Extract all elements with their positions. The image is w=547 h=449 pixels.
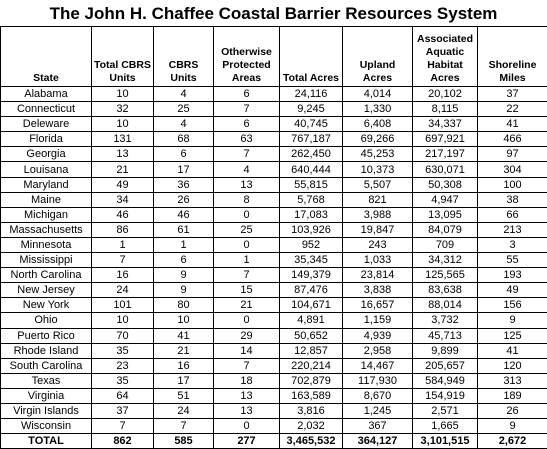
value-cell: 1 (92, 237, 154, 252)
value-cell: 50,308 (413, 177, 478, 192)
table-row (1, 132, 547, 147)
value-cell: 17 (154, 373, 214, 388)
value-cell: 3,988 (343, 207, 413, 222)
state-cell: Minnesota (1, 237, 92, 252)
value-cell: 24 (92, 283, 154, 298)
header-row (1, 27, 547, 87)
value-cell: 23 (92, 358, 154, 373)
value-cell: 15 (214, 283, 280, 298)
value-cell: 4 (154, 87, 214, 102)
state-cell: Maryland (1, 177, 92, 192)
value-cell: 1,033 (343, 253, 413, 268)
state-cell: Massachusetts (1, 222, 92, 237)
total-value: 862 (92, 434, 154, 449)
column-header: Total CBRS Units (92, 27, 154, 87)
state-cell: Virginia (1, 388, 92, 403)
value-cell: 34,337 (413, 117, 478, 132)
value-cell: 88,014 (413, 298, 478, 313)
state-cell: Texas (1, 373, 92, 388)
value-cell: 7 (92, 419, 154, 434)
state-cell: South Carolina (1, 358, 92, 373)
value-cell: 9,899 (413, 343, 478, 358)
value-cell: 10,373 (343, 162, 413, 177)
table-row (1, 268, 547, 283)
value-cell: 45,713 (413, 328, 478, 343)
table-row (1, 373, 547, 388)
value-cell: 213 (478, 222, 547, 237)
value-cell: 34,312 (413, 253, 478, 268)
value-cell: 49 (478, 283, 547, 298)
value-cell: 8,115 (413, 102, 478, 117)
state-cell: Georgia (1, 147, 92, 162)
value-cell: 55,815 (280, 177, 343, 192)
column-header: Otherwise Protected Areas (214, 27, 280, 87)
value-cell: 154,919 (413, 388, 478, 403)
value-cell: 584,949 (413, 373, 478, 388)
value-cell: 189 (478, 388, 547, 403)
value-cell: 1,159 (343, 313, 413, 328)
value-cell: 1,245 (343, 403, 413, 418)
value-cell: 37 (478, 87, 547, 102)
value-cell: 4,014 (343, 87, 413, 102)
value-cell: 1,665 (413, 419, 478, 434)
value-cell: 149,379 (280, 268, 343, 283)
value-cell: 24,116 (280, 87, 343, 102)
value-cell: 50,652 (280, 328, 343, 343)
value-cell: 80 (154, 298, 214, 313)
value-cell: 22 (478, 102, 547, 117)
value-cell: 10 (154, 313, 214, 328)
state-cell: Ohio (1, 313, 92, 328)
table-row (1, 253, 547, 268)
value-cell: 2,032 (280, 419, 343, 434)
value-cell: 163,589 (280, 388, 343, 403)
value-cell: 117,930 (343, 373, 413, 388)
value-cell: 367 (343, 419, 413, 434)
total-value: 277 (214, 434, 280, 449)
column-header: Upland Acres (343, 27, 413, 87)
column-header: CBRS Units (154, 27, 214, 87)
total-value: 2,672 (478, 434, 547, 449)
value-cell: 8 (214, 192, 280, 207)
table-row (1, 147, 547, 162)
value-cell: 313 (478, 373, 547, 388)
column-header: State (1, 27, 92, 87)
value-cell: 7 (214, 358, 280, 373)
value-cell: 7 (154, 419, 214, 434)
value-cell: 697,921 (413, 132, 478, 147)
table-row (1, 162, 547, 177)
value-cell: 6 (154, 253, 214, 268)
value-cell: 4 (214, 162, 280, 177)
value-cell: 821 (343, 192, 413, 207)
cbrs-table (0, 26, 547, 449)
value-cell: 51 (154, 388, 214, 403)
value-cell: 17 (154, 162, 214, 177)
value-cell: 61 (154, 222, 214, 237)
total-value: 3,101,515 (413, 434, 478, 449)
value-cell: 304 (478, 162, 547, 177)
value-cell: 36 (154, 177, 214, 192)
state-cell: Alabama (1, 87, 92, 102)
value-cell: 24 (154, 403, 214, 418)
value-cell: 84,079 (413, 222, 478, 237)
table-row (1, 283, 547, 298)
value-cell: 16 (92, 268, 154, 283)
total-value: 585 (154, 434, 214, 449)
value-cell: 13 (92, 147, 154, 162)
value-cell: 6 (214, 117, 280, 132)
value-cell: 7 (214, 102, 280, 117)
value-cell: 125,565 (413, 268, 478, 283)
value-cell: 217,197 (413, 147, 478, 162)
value-cell: 1 (214, 253, 280, 268)
value-cell: 37 (92, 403, 154, 418)
value-cell: 3,816 (280, 403, 343, 418)
value-cell: 12,857 (280, 343, 343, 358)
value-cell: 35 (92, 373, 154, 388)
total-label: TOTAL (1, 434, 92, 449)
value-cell: 64 (92, 388, 154, 403)
value-cell: 6 (154, 147, 214, 162)
total-row (1, 434, 547, 449)
total-value: 364,127 (343, 434, 413, 449)
state-cell: New York (1, 298, 92, 313)
value-cell: 630,071 (413, 162, 478, 177)
value-cell: 767,187 (280, 132, 343, 147)
value-cell: 9 (478, 313, 547, 328)
value-cell: 10 (92, 87, 154, 102)
state-cell: Puerto Rico (1, 328, 92, 343)
total-value: 3,465,532 (280, 434, 343, 449)
value-cell: 9 (154, 268, 214, 283)
state-cell: Virgin Islands (1, 403, 92, 418)
value-cell: 26 (154, 192, 214, 207)
value-cell: 8,670 (343, 388, 413, 403)
state-cell: New Jersey (1, 283, 92, 298)
value-cell: 69,266 (343, 132, 413, 147)
value-cell: 7 (214, 268, 280, 283)
value-cell: 205,657 (413, 358, 478, 373)
value-cell: 29 (214, 328, 280, 343)
value-cell: 13 (214, 403, 280, 418)
value-cell: 18 (214, 373, 280, 388)
value-cell: 14,467 (343, 358, 413, 373)
value-cell: 100 (478, 177, 547, 192)
value-cell: 35,345 (280, 253, 343, 268)
value-cell: 45,253 (343, 147, 413, 162)
value-cell: 4 (154, 117, 214, 132)
table-row (1, 237, 547, 252)
value-cell: 10 (92, 313, 154, 328)
value-cell: 19,847 (343, 222, 413, 237)
value-cell: 0 (214, 237, 280, 252)
value-cell: 21 (154, 343, 214, 358)
value-cell: 38 (478, 192, 547, 207)
table-row (1, 298, 547, 313)
value-cell: 46 (92, 207, 154, 222)
value-cell: 55 (478, 253, 547, 268)
value-cell: 70 (92, 328, 154, 343)
state-cell: Michigan (1, 207, 92, 222)
value-cell: 0 (214, 313, 280, 328)
value-cell: 41 (478, 117, 547, 132)
value-cell: 13 (214, 388, 280, 403)
table-row (1, 313, 547, 328)
value-cell: 156 (478, 298, 547, 313)
value-cell: 83,638 (413, 283, 478, 298)
value-cell: 41 (478, 343, 547, 358)
value-cell: 4,939 (343, 328, 413, 343)
table-row (1, 87, 547, 102)
value-cell: 21 (92, 162, 154, 177)
table-body (1, 87, 547, 449)
table-row (1, 177, 547, 192)
value-cell: 125 (478, 328, 547, 343)
value-cell: 101 (92, 298, 154, 313)
value-cell: 4,947 (413, 192, 478, 207)
value-cell: 25 (154, 102, 214, 117)
value-cell: 46 (154, 207, 214, 222)
state-cell: Mississippi (1, 253, 92, 268)
value-cell: 2,958 (343, 343, 413, 358)
column-header: Total Acres (280, 27, 343, 87)
value-cell: 26 (478, 403, 547, 418)
table-row (1, 388, 547, 403)
state-cell: North Carolina (1, 268, 92, 283)
value-cell: 262,450 (280, 147, 343, 162)
value-cell: 193 (478, 268, 547, 283)
value-cell: 97 (478, 147, 547, 162)
value-cell: 66 (478, 207, 547, 222)
table-title: The John H. Chaffee Coastal Barrier Resources System (0, 0, 547, 27)
value-cell: 131 (92, 132, 154, 147)
value-cell: 3,732 (413, 313, 478, 328)
value-cell: 243 (343, 237, 413, 252)
table-row (1, 358, 547, 373)
value-cell: 9,245 (280, 102, 343, 117)
table-row (1, 117, 547, 132)
value-cell: 3 (478, 237, 547, 252)
value-cell: 6,408 (343, 117, 413, 132)
value-cell: 21 (214, 298, 280, 313)
value-cell: 14 (214, 343, 280, 358)
value-cell: 68 (154, 132, 214, 147)
value-cell: 17,083 (280, 207, 343, 222)
value-cell: 16 (154, 358, 214, 373)
value-cell: 32 (92, 102, 154, 117)
value-cell: 220,214 (280, 358, 343, 373)
value-cell: 7 (214, 147, 280, 162)
table-row (1, 222, 547, 237)
table-row (1, 328, 547, 343)
value-cell: 49 (92, 177, 154, 192)
value-cell: 466 (478, 132, 547, 147)
table-row (1, 403, 547, 418)
value-cell: 63 (214, 132, 280, 147)
value-cell: 2,571 (413, 403, 478, 418)
value-cell: 702,879 (280, 373, 343, 388)
column-header: Shoreline Miles (478, 27, 547, 87)
state-cell: Maine (1, 192, 92, 207)
value-cell: 5,768 (280, 192, 343, 207)
value-cell: 120 (478, 358, 547, 373)
value-cell: 23,814 (343, 268, 413, 283)
value-cell: 1 (154, 237, 214, 252)
value-cell: 13 (214, 177, 280, 192)
state-cell: Connecticut (1, 102, 92, 117)
value-cell: 86 (92, 222, 154, 237)
value-cell: 35 (92, 343, 154, 358)
value-cell: 1,330 (343, 102, 413, 117)
column-header: Associated Aquatic Habitat Acres (413, 27, 478, 87)
value-cell: 104,671 (280, 298, 343, 313)
value-cell: 10 (92, 117, 154, 132)
value-cell: 9 (154, 283, 214, 298)
value-cell: 9 (478, 419, 547, 434)
state-cell: Deleware (1, 117, 92, 132)
value-cell: 0 (214, 419, 280, 434)
value-cell: 0 (214, 207, 280, 222)
value-cell: 41 (154, 328, 214, 343)
value-cell: 40,745 (280, 117, 343, 132)
value-cell: 87,476 (280, 283, 343, 298)
value-cell: 25 (214, 222, 280, 237)
value-cell: 13,095 (413, 207, 478, 222)
value-cell: 709 (413, 237, 478, 252)
table-row (1, 419, 547, 434)
value-cell: 34 (92, 192, 154, 207)
table-row (1, 192, 547, 207)
state-cell: Wisconsin (1, 419, 92, 434)
table-row (1, 102, 547, 117)
value-cell: 20,102 (413, 87, 478, 102)
value-cell: 952 (280, 237, 343, 252)
table-row (1, 343, 547, 358)
state-cell: Florida (1, 132, 92, 147)
value-cell: 3,838 (343, 283, 413, 298)
value-cell: 4,891 (280, 313, 343, 328)
value-cell: 640,444 (280, 162, 343, 177)
state-cell: Rhode Island (1, 343, 92, 358)
value-cell: 103,926 (280, 222, 343, 237)
state-cell: Louisana (1, 162, 92, 177)
value-cell: 5,507 (343, 177, 413, 192)
table-row (1, 207, 547, 222)
value-cell: 16,657 (343, 298, 413, 313)
value-cell: 7 (92, 253, 154, 268)
value-cell: 6 (214, 87, 280, 102)
